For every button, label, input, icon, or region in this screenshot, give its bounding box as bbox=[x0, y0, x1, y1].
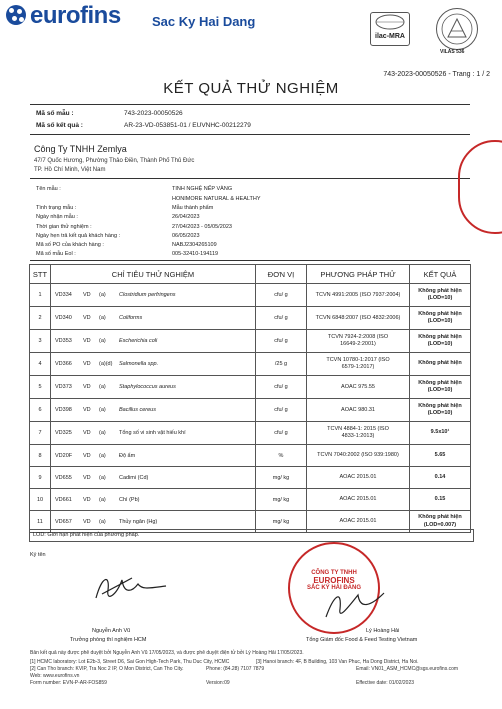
row-accreditation: (a) bbox=[99, 292, 106, 298]
page-reference: 743-2023-00050526 - Trang : 1 / 2 bbox=[383, 71, 490, 78]
result-code-label: Mã số kết quả : bbox=[36, 122, 83, 129]
row-test-name: Salmonella spp. bbox=[119, 361, 159, 367]
divider bbox=[30, 178, 470, 179]
header-stt: STT bbox=[30, 265, 51, 284]
row-test bbox=[51, 489, 256, 511]
sample-info-label: Ngày hẹn trả kết quả khách hàng : bbox=[36, 233, 121, 239]
row-accreditation: (a) bbox=[99, 338, 106, 344]
row-method: TCVN 6848:2007 (ISO 4832:2006) bbox=[307, 307, 410, 330]
row-result: 0.14 bbox=[410, 467, 471, 489]
table-row bbox=[30, 467, 471, 489]
table-row bbox=[30, 330, 471, 353]
sample-info-label: Mã số mẫu Eol : bbox=[36, 251, 76, 257]
customer-name: Công Ty TNHH Zemlya bbox=[34, 144, 127, 154]
row-stt: 7 bbox=[30, 422, 51, 445]
form-number: Form number: EVN-P-AR-FOS859 bbox=[30, 680, 107, 686]
row-result: 9.5x10¹ bbox=[410, 422, 471, 445]
row-method: AOAC 975.55 bbox=[307, 376, 410, 399]
row-accreditation: (a) bbox=[99, 315, 106, 321]
row-accreditation: (a) bbox=[99, 452, 106, 459]
row-test bbox=[51, 445, 256, 467]
row-method: TCVN 7040:2002 (ISO 939:1980) bbox=[307, 445, 410, 467]
row-vd: VD bbox=[83, 452, 91, 459]
row-vd: VD bbox=[83, 430, 91, 436]
row-code: VD366 bbox=[55, 361, 72, 367]
row-code: VD334 bbox=[55, 292, 72, 298]
row-test bbox=[51, 284, 256, 307]
row-stt: 9 bbox=[30, 467, 51, 489]
row-method: TCVN 4884-1: 2015 (ISO 4833-1:2013) bbox=[307, 422, 410, 445]
row-code: VD657 bbox=[55, 518, 72, 525]
header-test: CHỈ TIÊU THỬ NGHIỆM bbox=[51, 265, 256, 284]
row-code: VD661 bbox=[55, 496, 72, 503]
row-method: AOAC 2015.01 bbox=[307, 511, 410, 533]
results-table bbox=[29, 264, 471, 533]
row-vd: VD bbox=[83, 407, 91, 413]
stamp-line3: SẮC KÝ HẢI ĐĂNG bbox=[306, 585, 361, 591]
cantho-address: [2] Can Tho branch: KVIP, Tra Noc 2 IP, O Mon District, Can Tho City. bbox=[30, 666, 184, 672]
row-test bbox=[51, 422, 256, 445]
sample-code-label: Mã số mẫu : bbox=[36, 110, 74, 117]
row-test bbox=[51, 353, 256, 376]
sample-info-value: 06/05/2023 bbox=[172, 233, 200, 239]
header-unit: ĐƠN VỊ bbox=[256, 265, 307, 284]
row-test-name: Độ ẩm bbox=[119, 452, 136, 459]
row-test-name: Thủy ngân (Hg) bbox=[119, 518, 158, 525]
lab-name: Sac Ky Hai Dang bbox=[152, 14, 256, 29]
row-result: Không phát hiện (LOD=10) bbox=[410, 284, 471, 307]
sample-info-value: TINH NGHỆ NẾP VÀNG bbox=[172, 186, 233, 192]
signature-label: Ký tên bbox=[30, 552, 46, 558]
row-code: VD325 bbox=[55, 430, 72, 436]
row-stt: 10 bbox=[30, 489, 51, 511]
stamp-line1: CÔNG TY TNHH bbox=[311, 570, 357, 576]
row-stt: 8 bbox=[30, 445, 51, 467]
row-unit: mg/ kg bbox=[256, 489, 307, 511]
header-result: KẾT QUẢ bbox=[410, 265, 471, 284]
side-stamp-fragment bbox=[458, 140, 502, 234]
row-accreditation: (a) bbox=[99, 407, 106, 413]
row-test bbox=[51, 399, 256, 422]
row-test-name: Coliforms bbox=[119, 315, 143, 321]
row-accreditation: (a) bbox=[99, 496, 106, 503]
row-test bbox=[51, 330, 256, 353]
row-result: Không phát hiện (LOD=10) bbox=[410, 307, 471, 330]
result-code: AR-23-VD-053851-01 / EUVNHC-00212279 bbox=[124, 122, 251, 129]
row-unit: /25 g bbox=[256, 353, 307, 376]
row-code: VD373 bbox=[55, 384, 72, 390]
page-title: KẾT QUẢ THỬ NGHIỆM bbox=[163, 80, 339, 97]
row-result: 5.65 bbox=[410, 445, 471, 467]
table-row bbox=[30, 489, 471, 511]
table-row bbox=[30, 353, 471, 376]
row-method: AOAC 2015.01 bbox=[307, 467, 410, 489]
right-signer-name: Lý Hoàng Hải bbox=[366, 628, 400, 634]
row-accreditation: (a)(d) bbox=[99, 361, 113, 367]
row-method: AOAC 980.31 bbox=[307, 399, 410, 422]
row-test-name: Tổng số vi sinh vật hiếu khí bbox=[119, 430, 186, 436]
row-result: 0.15 bbox=[410, 489, 471, 511]
row-unit: cfu/ g bbox=[256, 307, 307, 330]
sample-info-value: NABJ2304265109 bbox=[172, 242, 217, 248]
table-row bbox=[30, 422, 471, 445]
row-code: VD655 bbox=[55, 474, 72, 481]
row-result: Không phát hiện (LOD=10) bbox=[410, 399, 471, 422]
row-test-name: Escherichia coli bbox=[119, 338, 158, 344]
sample-info-value: 27/04/2023 - 05/05/2023 bbox=[172, 224, 232, 230]
row-stt: 4 bbox=[30, 353, 51, 376]
row-vd: VD bbox=[83, 474, 91, 481]
row-result: Không phát hiện bbox=[410, 353, 471, 376]
row-vd: VD bbox=[83, 338, 91, 344]
row-stt: 1 bbox=[30, 284, 51, 307]
header-method: PHƯƠNG PHÁP THỬ bbox=[307, 265, 410, 284]
row-unit: cfu/ g bbox=[256, 376, 307, 399]
row-unit: mg/ kg bbox=[256, 511, 307, 533]
sample-info-label: Thời gian thử nghiệm : bbox=[36, 224, 92, 230]
lod-note: LOD: Giới hạn phát hiện của phương pháp. bbox=[29, 529, 474, 542]
row-test bbox=[51, 467, 256, 489]
row-accreditation: (a) bbox=[99, 384, 106, 390]
row-test-name: Chì (Pb) bbox=[119, 496, 140, 503]
row-stt: 3 bbox=[30, 330, 51, 353]
row-method: TCVN 7924-2:2008 (ISO 16649-2:2001) bbox=[307, 330, 410, 353]
row-vd: VD bbox=[83, 518, 91, 525]
ilac-globe-icon bbox=[372, 13, 408, 31]
approval-note: Bản kết quả này được phê duyệt bởi Nguyễn Anh Vũ 17/05/2023, và được phê duyệt điện tử bởi Lý Hoàng Hải 17/05/2023. bbox=[30, 650, 304, 656]
row-test-name: Bacillus cereus bbox=[119, 407, 156, 413]
row-code: VD353 bbox=[55, 338, 72, 344]
customer-address-line1: 47/7 Quốc Hương, Phường Thảo Điền, Thành Phố Thủ Đức bbox=[34, 158, 195, 164]
row-unit: cfu/ g bbox=[256, 284, 307, 307]
row-code: VD20F bbox=[55, 452, 73, 459]
ilac-logo bbox=[370, 12, 410, 46]
hanoi-address: [3] Hanoi branch: 4F, B Building, 103 Van Phuc, Ha Dong District, Ha Noi. bbox=[256, 659, 419, 665]
sample-code: 743-2023-00050526 bbox=[124, 110, 183, 117]
sample-info-label: Tình trạng mẫu : bbox=[36, 205, 77, 211]
row-vd: VD bbox=[83, 292, 91, 298]
signature-right-icon bbox=[320, 585, 390, 625]
signature-left-icon bbox=[92, 568, 172, 608]
row-code: VD398 bbox=[55, 407, 72, 413]
row-method: TCVN 4991:2005 (ISO 7937:2004) bbox=[307, 284, 410, 307]
row-result: Không phát hiện (LOD=0.007) bbox=[410, 511, 471, 533]
vilas-label: VILAS 536 bbox=[440, 49, 465, 55]
row-test bbox=[51, 376, 256, 399]
sample-info-label: Mã số PO của khách hàng : bbox=[36, 242, 104, 248]
table-row bbox=[30, 399, 471, 422]
row-unit: % bbox=[256, 445, 307, 467]
row-test-name: Cadimi (Cd) bbox=[119, 474, 149, 481]
sample-info-label: Ngày nhận mẫu : bbox=[36, 214, 78, 220]
effective-date: Effective date: 01/02/2023 bbox=[356, 680, 415, 686]
row-vd: VD bbox=[83, 496, 91, 503]
phone: Phone: (84.28) 7107 7879 bbox=[206, 666, 265, 672]
stamp-line2: EUROFINS bbox=[313, 576, 355, 585]
ilac-text: ilac-MRA bbox=[375, 33, 405, 40]
logo-text: eurofins bbox=[30, 2, 121, 29]
row-vd: VD bbox=[83, 384, 91, 390]
row-accreditation: (a) bbox=[99, 474, 106, 481]
row-stt: 6 bbox=[30, 399, 51, 422]
row-unit: cfu/ g bbox=[256, 422, 307, 445]
row-result: Không phát hiện (LOD=10) bbox=[410, 330, 471, 353]
row-result: Không phát hiện (LOD=10) bbox=[410, 376, 471, 399]
row-test bbox=[51, 307, 256, 330]
row-code: VD340 bbox=[55, 315, 72, 321]
row-vd: VD bbox=[83, 315, 91, 321]
sample-info-value: HONIMORE NATURAL & HEALTHY bbox=[172, 196, 261, 202]
row-unit: mg/ kg bbox=[256, 467, 307, 489]
website: Web: www.eurofins.vn bbox=[30, 673, 80, 679]
table-row bbox=[30, 376, 471, 399]
customer-address-line2: TP. Hồ Chí Minh, Việt Nam bbox=[34, 167, 106, 173]
row-stt: 11 bbox=[30, 511, 51, 533]
sample-info-value: 26/04/2023 bbox=[172, 214, 200, 220]
hcm-address: [1] HCMC laboratory: Lot E2b-3, Street D6, Sai Gon High-Tech Park, Thu Duc City, HCMC bbox=[30, 659, 230, 665]
version: Version:09 bbox=[206, 680, 230, 686]
divider bbox=[30, 134, 470, 135]
row-accreditation: (a) bbox=[99, 430, 106, 436]
row-unit: cfu/ g bbox=[256, 399, 307, 422]
row-method: AOAC 2015.01 bbox=[307, 489, 410, 511]
sample-info-value: Mẫu thành phẩm bbox=[172, 205, 214, 211]
row-vd: VD bbox=[83, 361, 91, 367]
email: Email: VN01_ASM_HCMC@sgs.eurofins.com bbox=[356, 666, 459, 672]
right-signer-role: Tổng Giám đốc Food & Feed Testing Vietnam bbox=[306, 637, 418, 643]
sample-info-label: Tên mẫu : bbox=[36, 186, 61, 192]
eurofins-logo-icon bbox=[6, 5, 26, 25]
row-test-name: Clostridium perfringens bbox=[119, 292, 176, 298]
divider bbox=[30, 260, 470, 261]
row-stt: 5 bbox=[30, 376, 51, 399]
row-test-name: Staphylococcus aureus bbox=[119, 384, 176, 390]
row-accreditation: (a) bbox=[99, 518, 106, 525]
left-signer-name: Nguyễn Anh Vũ bbox=[92, 628, 131, 634]
row-method: TCVN 10780-1:2017 (ISO 6579-1:2017) bbox=[307, 353, 410, 376]
left-signer-role: Trưởng phòng thí nghiệm HCM bbox=[70, 637, 147, 643]
table-row bbox=[30, 445, 471, 467]
divider bbox=[30, 104, 470, 105]
vilas-seal-icon bbox=[436, 8, 478, 50]
table-row bbox=[30, 284, 471, 307]
sample-info-value: 005-32410-194119 bbox=[172, 251, 219, 257]
table-row bbox=[30, 307, 471, 330]
row-unit: cfu/ g bbox=[256, 330, 307, 353]
row-stt: 2 bbox=[30, 307, 51, 330]
